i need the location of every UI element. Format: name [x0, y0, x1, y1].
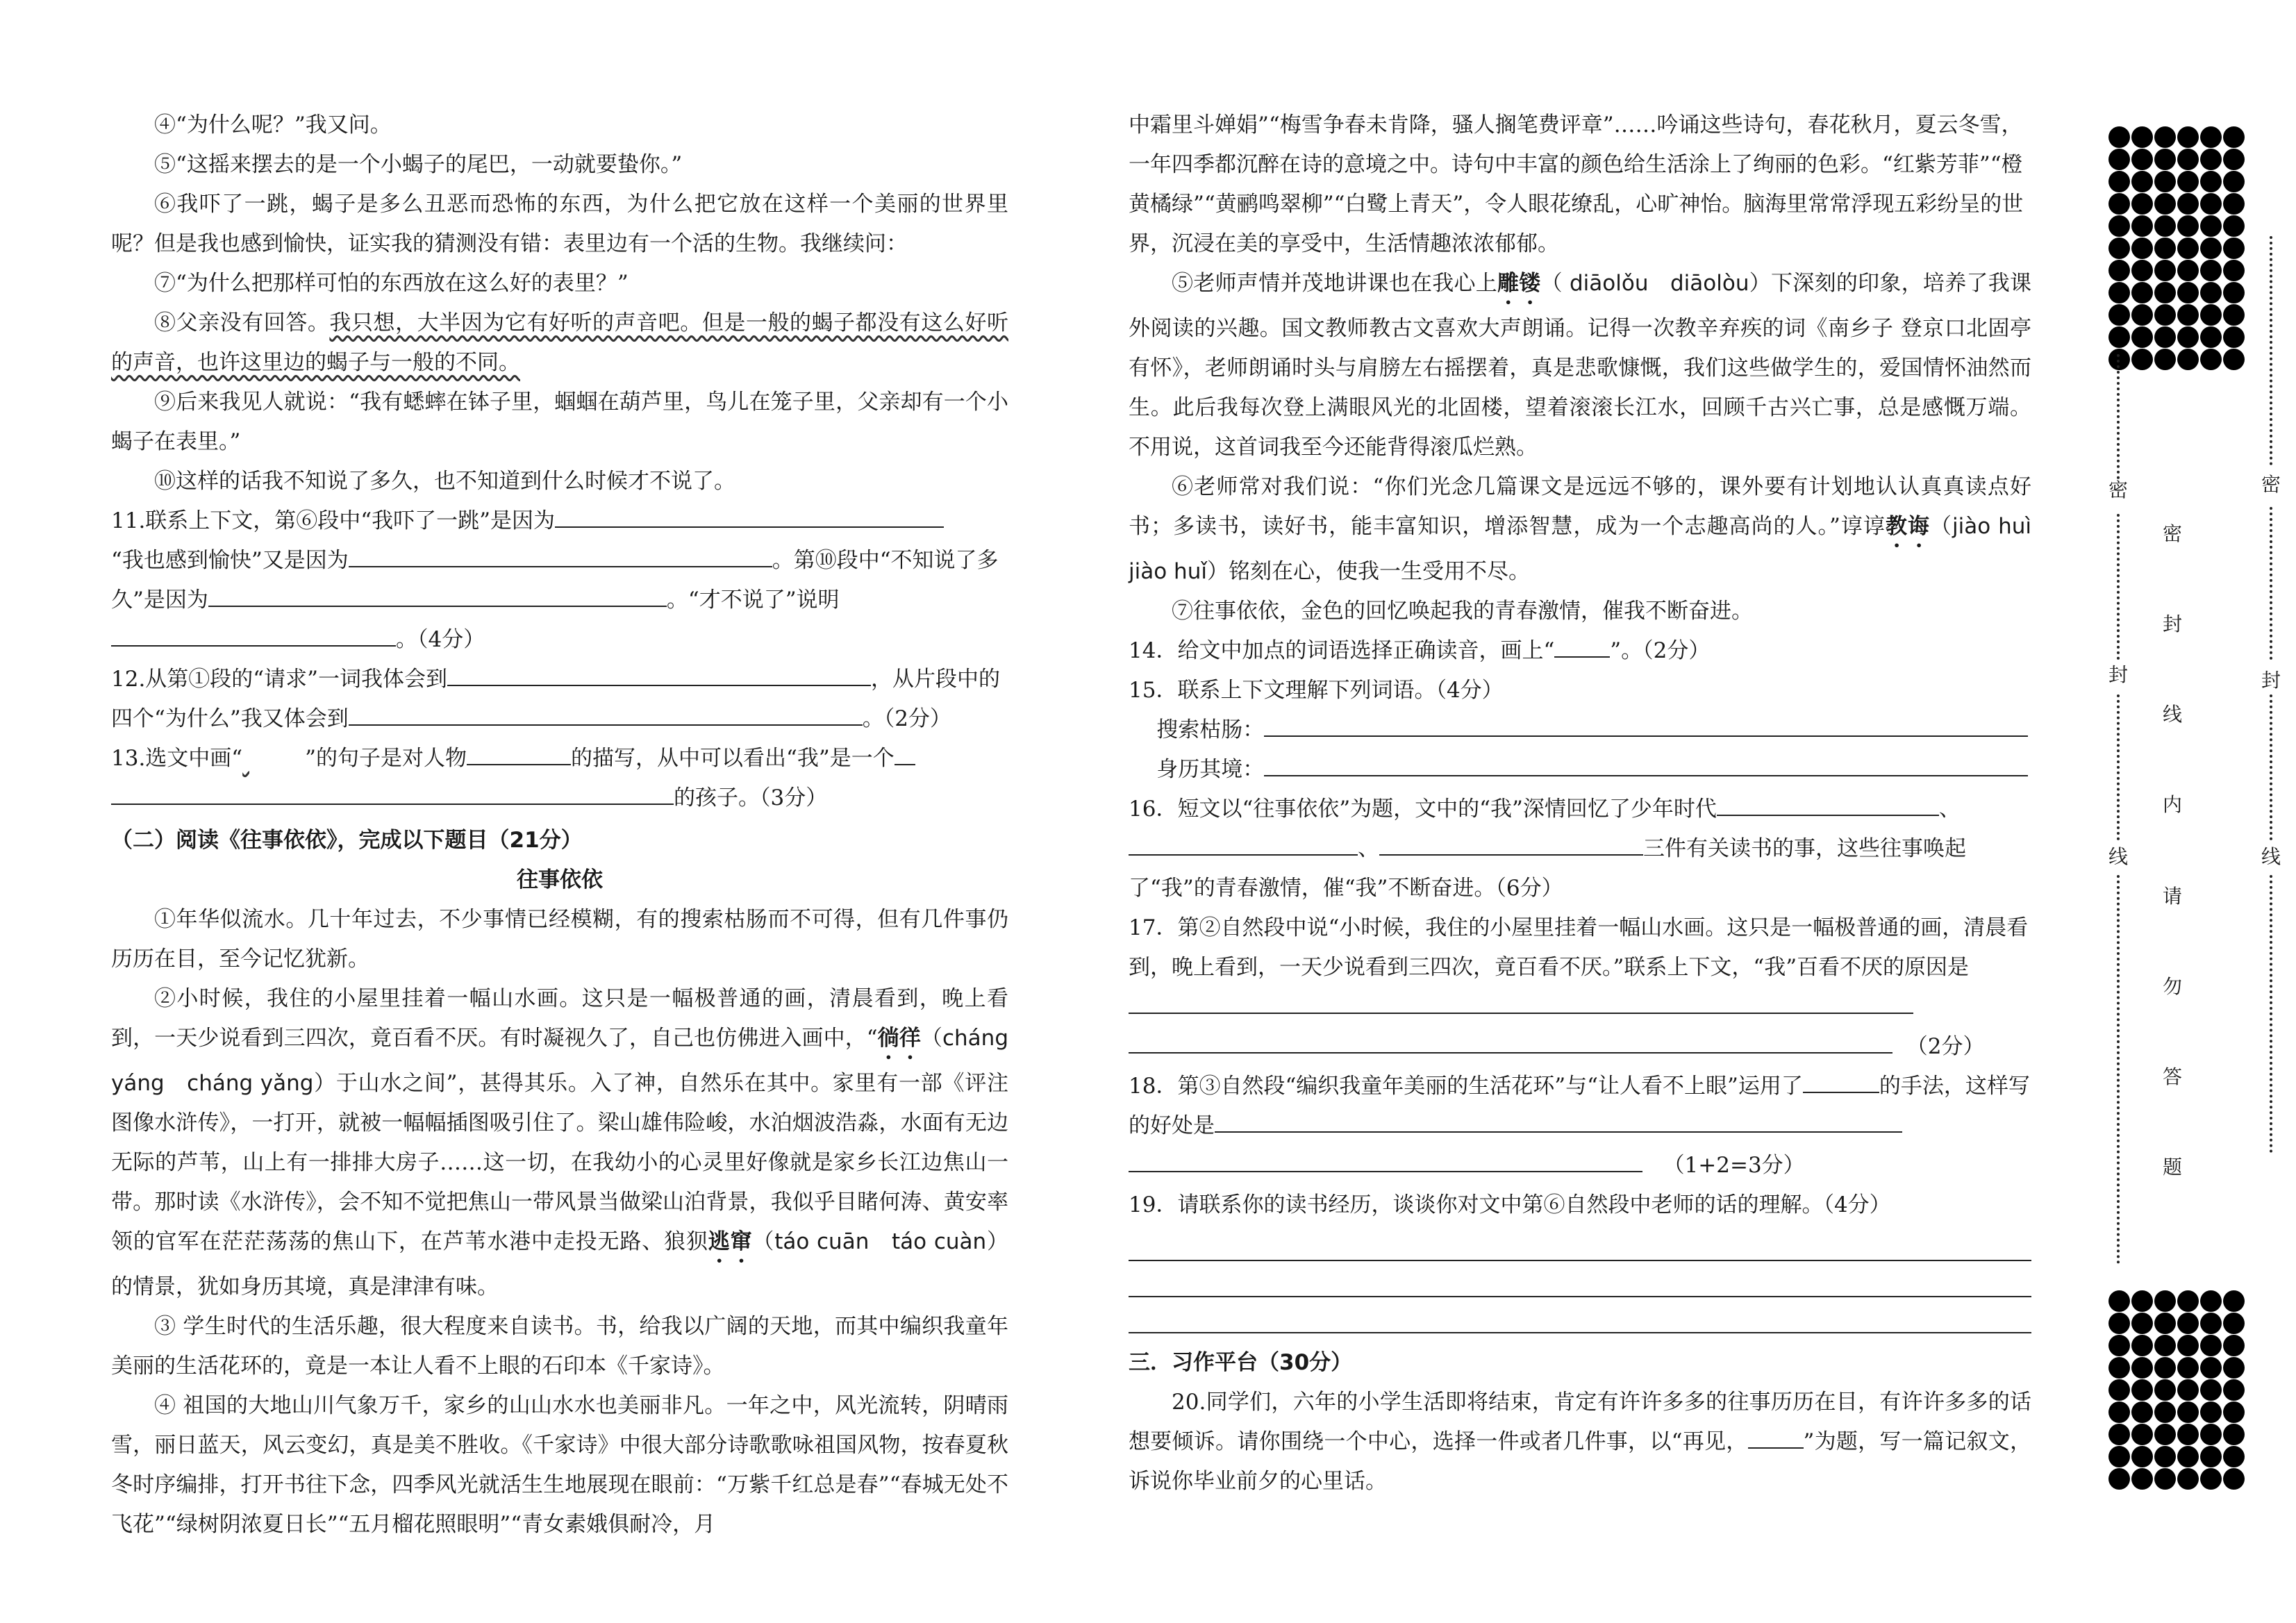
registration-dot [2223, 1401, 2245, 1423]
question-18: 18．第③自然段“编织我童年美丽的生活花环”与“让人看不上眼”运用了 的手法，这样写的好处是 （1+2=3分） [1129, 1067, 2031, 1185]
registration-dot [2177, 1313, 2199, 1334]
registration-dot [2223, 1446, 2245, 1467]
seal-label-right-2: 封 [2261, 669, 2281, 692]
registration-dot [2177, 1401, 2199, 1423]
answer-blank[interactable] [895, 740, 915, 765]
paragraph-8: ⑧父亲没有回答。我只想，大半因为它有好听的声音吧。但是一般的蝎子都没有这么好听的声音，也许这里边的蝎子与一般的不同。 [111, 310, 1008, 375]
registration-dot [2177, 260, 2199, 281]
registration-dot [2108, 1401, 2130, 1423]
answer-blank[interactable] [1129, 831, 1358, 856]
notice-char-1: 密 [2162, 522, 2182, 545]
answer-blank[interactable] [111, 622, 396, 647]
registration-dot [2177, 1379, 2199, 1401]
registration-dot [2200, 260, 2222, 281]
registration-dot [2177, 171, 2199, 192]
dotted-word: 逃窜 [708, 1229, 753, 1254]
answer-line[interactable] [1129, 1029, 1892, 1054]
registration-dot [2154, 1357, 2176, 1379]
registration-dot [2131, 149, 2153, 170]
registration-dot [2177, 149, 2199, 170]
seal-dotted-line [2270, 236, 2272, 465]
registration-dot [2177, 1290, 2199, 1312]
article-paragraph-4: ④ 祖国的大地山川气象万千，家乡的山山水水也美丽非凡。一年之中，风光流转，阴晴雨雪，丽日蓝天，风云变幻，真是美不胜收。《千家诗》中很大部分诗歌歌咏祖国风物，按春夏秋冬时序编排，打开书往下念，四季风光就活生生地展现在眼前：“万紫千红总是春”“春城无处不飞花”“绿树阴浓夏日长”“五月榴花照眼明”“青女素娥俱耐冷，月 [111, 1393, 1008, 1537]
registration-dot [2108, 282, 2130, 303]
registration-dot [2200, 1446, 2222, 1467]
registration-dot [2200, 1379, 2222, 1401]
registration-dot [2177, 1335, 2199, 1356]
registration-dot [2131, 326, 2153, 348]
seal-label-left-1: 密 [2108, 478, 2129, 501]
registration-dot [2131, 1401, 2153, 1423]
registration-dot [2131, 304, 2153, 326]
registration-dot [2154, 126, 2176, 148]
registration-dot [2200, 238, 2222, 259]
answer-blank[interactable] [349, 542, 772, 567]
registration-dot [2154, 215, 2176, 237]
registration-dot [2200, 1357, 2222, 1379]
seal-dotted-line [2270, 694, 2272, 840]
registration-dot [2108, 215, 2130, 237]
pinyin-choice[interactable]: （jiào huì jiào huǐ） [1129, 514, 2054, 584]
article-paragraph-2: ②小时候，我住的小屋里挂着一幅山水画。这只是一幅极普通的画，清晨看到，晚上看到，一天少说看到三四次，竟百看不厌。有时凝视久了，自己也仿佛进入画中，“徜徉（cháng yáng cháng yǎng）于山水之间”，甚得其乐。入了神，自然乐在其中。家里有一部《评注图像水浒传》，一打开，就被一幅幅插图吸引住了。梁山雄伟险峻，水泊烟波浩淼，水面有无边无际的芦苇，山上有一排排大房子……这一切，在我幼小的心灵里好像就是家乡长江边焦山一带。那时读《水浒传》，会不知不觉把焦山一带风景当做梁山泊背景，我似乎目睹何涛、黄安率领的官军在茫茫荡荡的焦山下，在芦苇水港中走投无路、狼狈逃窜（táo cuān táo cuàn）的情景，犹如身历其境，真是津津有味。 [111, 986, 1009, 1299]
registration-dot [2154, 260, 2176, 281]
registration-dot [2131, 215, 2153, 237]
registration-dot [2108, 304, 2130, 326]
seal-dotted-line [2117, 514, 2120, 660]
registration-dot [2154, 349, 2176, 370]
seal-dotted-line [2270, 507, 2272, 660]
question-12: 12.从第①段的“请求”一词我体会到 ，从片段中的四个“为什么”我又体会到 。（2分） [111, 660, 1008, 739]
answer-blank[interactable] [1748, 1424, 1804, 1449]
registration-dot [2223, 1313, 2245, 1334]
question-15-item-2: 身历其境： [1129, 750, 2031, 790]
notice-char-8: 题 [2162, 1156, 2182, 1179]
question-11: 11.联系上下文，第⑥段中“我吓了一跳”是因为 “我也感到愉快”又是因为 。第⑩段中“不知说了多久”是因为 。“才不说了”说明。（4分） [111, 501, 1008, 660]
registration-dot [2223, 260, 2245, 281]
seal-label-right-1: 密 [2261, 473, 2281, 496]
answer-line[interactable] [1264, 712, 2028, 737]
answer-blank[interactable] [467, 740, 571, 765]
question-17: 17．第②自然段中说“小时候，我住的小屋里挂着一幅山水画。这只是一幅极普通的画，清晨看到，晚上看到，一天少说看到三四次，竟百看不厌。”联系上下文，“我”百看不厌的原因是 （2分） [1129, 915, 2029, 1059]
article-paragraph-5: ⑤老师声情并茂地讲课也在我心上雕镂（ diāolǒu diāolòu）下深刻的印象，培养了我课外阅读的兴趣。国文教师教古文喜欢大声朗诵。记得一次教辛弃疾的词《南乡子 登京口北固亭有怀》，老师朗诵时头与肩膀左右摇摆着，真是悲歌慷慨，我们这些做学生的，爱国情怀油然而生。此后我每次登上满眼风光的北固楼，望着滚滚长江水，回顾千古兴亡事，总是感慨万端。不用说，这首词我至今还能背得滚瓜烂熟。 [1129, 271, 2031, 460]
seal-dotted-line [2117, 694, 2120, 840]
pinyin-choice[interactable]: （cháng yáng cháng yǎng） [111, 1026, 1008, 1096]
registration-dot [2131, 349, 2153, 370]
article-paragraph-6: ⑥老师常对我们说：“你们光念几篇课文是远远不够的，课外要有计划地认认真真读点好书；多读书，读好书，能丰富知识，增添智慧，成为一个志趣高尚的人。”谆谆教诲（jiào huì jiào huǐ）铭刻在心，使我一生受用不尽。 [1129, 474, 2054, 584]
registration-dot [2131, 1468, 2153, 1490]
registration-dot [2108, 1313, 2130, 1334]
paragraph-6: ⑥我吓了一跳，蝎子是多么丑恶而恐怖的东西，为什么把它放在这样一个美丽的世界里呢？但是我也感到愉快，证实我的猜测没有错：表里边有一个活的生物。我继续问： [111, 192, 1008, 256]
wavy-mark [242, 739, 305, 779]
registration-dot [2131, 1446, 2153, 1467]
registration-dot [2131, 238, 2153, 259]
seal-dotted-line [2270, 875, 2272, 1153]
registration-dot [2131, 1313, 2153, 1334]
registration-dot [2177, 238, 2199, 259]
registration-dot [2108, 238, 2130, 259]
question-14: 14．给文中加点的词语选择正确读音，画上“ ”。（2分） [1129, 631, 2031, 671]
registration-dot [2200, 282, 2222, 303]
answer-blank[interactable] [1717, 791, 1939, 816]
registration-dot [2154, 1468, 2176, 1490]
registration-dot [2131, 193, 2153, 215]
question-13: 13.选文中画“ ”的句子是对人物 的描写，从中可以看出“我”是一个 的孩子。（3分） [111, 739, 1008, 818]
registration-dot [2177, 326, 2199, 348]
article-paragraph-1: ①年华似流水。几十年过去，不少事情已经模糊，有的搜索枯肠而不可得，但有几件事仍历历在目，至今记忆犹新。 [111, 907, 1008, 972]
seal-label-left-2: 封 [2108, 663, 2129, 686]
registration-dot [2131, 126, 2153, 148]
paragraph-7: ⑦“为什么把那样可怕的东西放在这么好的表里？” [154, 271, 629, 296]
answer-blank[interactable] [1554, 633, 1610, 658]
right-column [1129, 106, 2054, 1501]
registration-dot [2108, 149, 2130, 170]
dotted-word: 雕镂 [1497, 271, 1541, 296]
paragraph-4: ④“为什么呢？”我又问。 [154, 113, 392, 138]
answer-line[interactable] [1129, 1261, 2031, 1297]
registration-dot [2223, 1379, 2245, 1401]
registration-dot [2200, 171, 2222, 192]
registration-dot [2154, 193, 2176, 215]
registration-dot [2131, 1424, 2153, 1445]
answer-blank[interactable] [1379, 831, 1643, 856]
left-column [111, 106, 1008, 1545]
registration-dot [2177, 126, 2199, 148]
registration-dot [2131, 1335, 2153, 1356]
registration-dot [2200, 1313, 2222, 1334]
registration-dot [2154, 1379, 2176, 1401]
notice-char-3: 线 [2162, 703, 2182, 726]
registration-dot [2108, 1357, 2130, 1379]
registration-dot [2200, 1468, 2222, 1490]
answer-blank[interactable] [555, 503, 944, 528]
paragraph-5: ⑤“这摇来摆去的是一个小蝎子的尾巴，一动就要蛰你。” [154, 152, 683, 177]
notice-char-7: 答 [2162, 1065, 2182, 1088]
registration-dot [2200, 215, 2222, 237]
wavy-underlined-sentence: 我只想，大半因为它有好听的声音吧。但是一般的蝎子都没有这么好听的声音，也许这里边的蝎子与一般的不同。 [111, 310, 1008, 375]
registration-dot [2200, 1424, 2222, 1445]
article-paragraph-3: ③ 学生时代的生活乐趣，很大程度来自读书。书，给我以广阔的天地，而其中编织我童年美丽的生活花环的，竟是一本让人看不上眼的石印本《千家诗》。 [111, 1314, 1008, 1379]
pinyin-choice[interactable]: （táo cuān táo cuàn） [752, 1229, 1009, 1254]
answer-line[interactable] [1129, 1147, 1642, 1172]
registration-dot [2200, 1335, 2222, 1356]
registration-dot [2223, 126, 2245, 148]
registration-dot [2108, 1446, 2130, 1467]
answer-blank[interactable] [208, 582, 667, 607]
registration-dot [2154, 282, 2176, 303]
registration-dot [2108, 1290, 2130, 1312]
registration-dot [2223, 304, 2245, 326]
registration-dot [2154, 326, 2176, 348]
registration-dot [2154, 171, 2176, 192]
registration-dot [2223, 171, 2245, 192]
registration-dot [2223, 1468, 2245, 1490]
answer-line[interactable] [1215, 1108, 1902, 1133]
registration-dot [2177, 1446, 2199, 1467]
registration-dot [2177, 304, 2199, 326]
registration-dot [2200, 349, 2222, 370]
registration-dot [2177, 282, 2199, 303]
question-15-item-1: 搜索枯肠： [1129, 710, 2031, 750]
answer-line[interactable] [1129, 989, 1913, 1014]
registration-dot [2177, 215, 2199, 237]
question-19: 19．请联系你的读书经历，谈谈你对文中第⑥自然段中老师的话的理解。（4分） [1129, 1192, 1891, 1217]
registration-dot [2131, 260, 2153, 281]
registration-dot [2108, 1335, 2130, 1356]
seal-label-right-3: 线 [2261, 845, 2281, 868]
notice-char-2: 封 [2162, 613, 2182, 635]
registration-dot [2154, 304, 2176, 326]
answer-line[interactable] [1264, 751, 2028, 776]
registration-dot [2200, 1401, 2222, 1423]
notice-char-5: 请 [2162, 885, 2182, 908]
registration-dot-grid-top [2108, 126, 2247, 370]
paragraph-9: ⑨后来我见人就说：“我有蟋蟀在钵子里，蝈蝈在葫芦里，鸟儿在笼子里，父亲却有一个小蝎子在表里。” [111, 390, 1008, 454]
registration-dot [2154, 1290, 2176, 1312]
registration-dot [2223, 215, 2245, 237]
registration-dot [2223, 282, 2245, 303]
registration-dot [2154, 238, 2176, 259]
registration-dot [2154, 1401, 2176, 1423]
answer-line[interactable] [1129, 1297, 2031, 1333]
registration-dot [2223, 1424, 2245, 1445]
seal-dotted-line [2117, 354, 2120, 479]
registration-dot [2108, 1379, 2130, 1401]
registration-dot [2108, 1424, 2130, 1445]
section-3-heading: 三．习作平台（30分） [1129, 1350, 1353, 1375]
registration-dot [2154, 1335, 2176, 1356]
article-paragraph-7: ⑦往事依依，金色的回忆唤起我的青春激情，催我不断奋进。 [1172, 599, 1753, 624]
registration-dot [2154, 149, 2176, 170]
question-20: 20.同学们，六年的小学生活即将结束，肯定有许许多多的往事历历在目，有许许多多的话想要倾诉。请你围绕一个中心，选择一件或者几件事，以“再见， ”为题，写一篇记叙文，诉说你毕业前夕的心里话。 [1129, 1390, 2031, 1494]
pinyin-choice[interactable]: （ diāolǒu diāolòu） [1540, 271, 1772, 296]
registration-dot [2108, 171, 2130, 192]
registration-dot [2154, 1313, 2176, 1334]
registration-dot [2200, 304, 2222, 326]
registration-dot [2177, 193, 2199, 215]
answer-blank[interactable] [447, 661, 871, 686]
registration-dot [2223, 1335, 2245, 1356]
registration-dot [2131, 171, 2153, 192]
article-paragraph-4-cont: 中霜里斗婵娟”“梅雪争春未肯降，骚人搁笔费评章”……吟诵这些诗句，春花秋月，夏云冬雪，一年四季都沉醉在诗的意境之中。诗句中丰富的颜色给生活涂上了绚丽的色彩。“红紫芳菲”“橙黄橘绿”“黄鹂鸣翠柳”“白鹭上青天”，令人眼花缭乱，心旷神怡。脑海里常常浮现五彩纷呈的世界，沉浸在美的享受中，生活情趣浓浓郁郁。 [1129, 113, 2024, 256]
registration-dot [2223, 1290, 2245, 1312]
answer-blank[interactable] [111, 780, 674, 805]
registration-dot [2177, 1468, 2199, 1490]
registration-dot [2108, 126, 2130, 148]
registration-dot [2223, 193, 2245, 215]
registration-dot [2200, 1290, 2222, 1312]
registration-dot [2223, 238, 2245, 259]
registration-dot [2200, 193, 2222, 215]
registration-dot [2223, 1357, 2245, 1379]
section-2-heading: （二）阅读《往事依依》，完成以下题目（21分） [111, 828, 583, 853]
registration-dot [2108, 260, 2130, 281]
registration-dot [2131, 1379, 2153, 1401]
registration-dot [2200, 326, 2222, 348]
question-16: 16．短文以“往事依依”为题，文中的“我”深情回忆了少年时代 、 、 三件有关读书的事，这些往事唤起了“我”的青春激情，催“我”不断奋进。（6分） [1129, 790, 2031, 908]
registration-dot [2131, 282, 2153, 303]
registration-dot [2131, 1290, 2153, 1312]
registration-dot [2108, 1468, 2130, 1490]
seal-label-left-3: 线 [2108, 845, 2129, 868]
question-15: 15．联系上下文理解下列词语。（4分） [1129, 678, 1504, 703]
answer-line[interactable] [1129, 1225, 2031, 1261]
registration-dot [2177, 1424, 2199, 1445]
registration-dot [2223, 149, 2245, 170]
registration-dot [2131, 1357, 2153, 1379]
registration-dot [2177, 349, 2199, 370]
registration-dot [2154, 1446, 2176, 1467]
paragraph-10: ⑩这样的话我不知说了多久，也不知道到什么时候才不说了。 [154, 469, 735, 494]
registration-dot [2223, 349, 2245, 370]
answer-blank[interactable] [1803, 1068, 1879, 1093]
answer-blank[interactable] [349, 701, 863, 726]
registration-dot-grid-bottom [2108, 1290, 2247, 1490]
registration-dot [2108, 193, 2130, 215]
registration-dot [2154, 1424, 2176, 1445]
dotted-word: 徜徉 [877, 1026, 921, 1051]
registration-dot [2200, 149, 2222, 170]
article-title: 往事依依 [517, 867, 603, 892]
registration-dot [2200, 126, 2222, 148]
seal-dotted-line [2117, 875, 2120, 1264]
registration-dot [2177, 1357, 2199, 1379]
notice-char-4: 内 [2162, 793, 2182, 816]
dotted-word: 教诲 [1885, 514, 1931, 539]
notice-char-6: 勿 [2162, 975, 2182, 998]
registration-dot [2223, 326, 2245, 348]
registration-dot [2108, 326, 2130, 348]
